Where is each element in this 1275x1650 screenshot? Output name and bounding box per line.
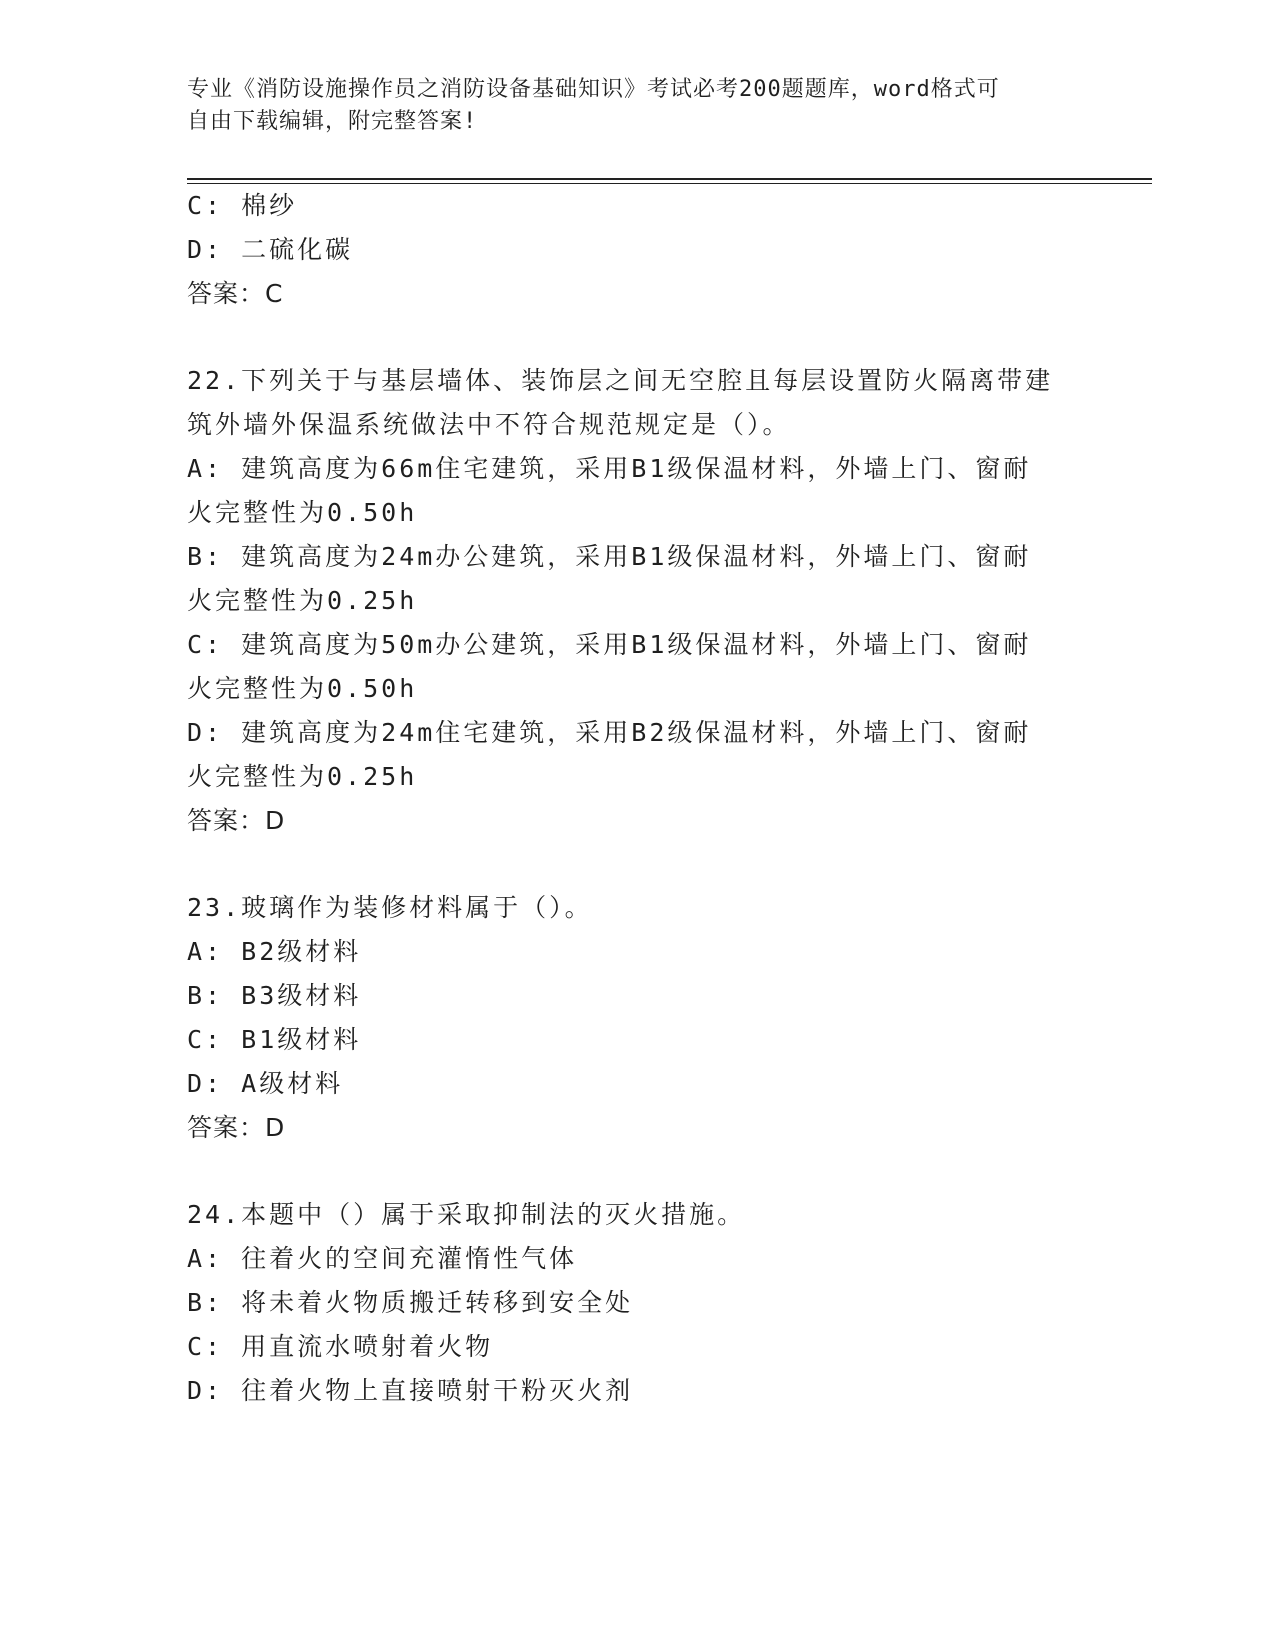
q24-option-a: A: 往着火的空间充灌惰性气体 [187, 1244, 578, 1273]
header-rule-thin [187, 183, 1152, 184]
header-line-2: 自由下载编辑，附完整答案! [187, 109, 478, 134]
q23-stem: 23.玻璃作为装修材料属于（）。 [187, 893, 593, 922]
q21-answer: 答案：C [187, 279, 284, 308]
q22-answer: 答案：D [187, 806, 286, 835]
q22-option-a-line-2: 火完整性为0.50h [187, 498, 418, 527]
q23-option-a: A: B2级材料 [187, 937, 362, 966]
q22-stem-line-2: 筑外墙外保温系统做法中不符合规范规定是（）。 [187, 410, 791, 439]
q21-option-c: C: 棉纱 [187, 191, 298, 220]
q22-option-d-line-1: D: 建筑高度为24m住宅建筑，采用B2级保温材料，外墙上门、窗耐 [187, 718, 1032, 747]
q24-option-d: D: 往着火物上直接喷射干粉灭火剂 [187, 1376, 634, 1405]
q22-option-a-line-1: A: 建筑高度为66m住宅建筑，采用B1级保温材料，外墙上门、窗耐 [187, 454, 1032, 483]
q23-answer: 答案：D [187, 1113, 286, 1142]
q22-option-c-line-1: C: 建筑高度为50m办公建筑，采用B1级保温材料，外墙上门、窗耐 [187, 630, 1032, 659]
q22-stem-line-1: 22.下列关于与基层墙体、装饰层之间无空腔且每层设置防火隔离带建 [187, 366, 1054, 395]
q24-stem: 24.本题中（）属于采取抑制法的灭火措施。 [187, 1200, 746, 1229]
header-rule-thick [187, 178, 1152, 180]
q24-option-c: C: 用直流水喷射着火物 [187, 1332, 494, 1361]
page-header [187, 74, 1067, 138]
q24-option-b: B: 将未着火物质搬迁转移到安全处 [187, 1288, 634, 1317]
header-line-1: 专业《消防设施操作员之消防设备基础知识》考试必考200题题库，word格式可 [187, 77, 1000, 102]
q22-option-b-line-2: 火完整性为0.25h [187, 586, 418, 615]
q23-option-c: C: B1级材料 [187, 1025, 362, 1054]
q22-option-d-line-2: 火完整性为0.25h [187, 762, 418, 791]
q22-option-c-line-2: 火完整性为0.50h [187, 674, 418, 703]
q23-option-b: B: B3级材料 [187, 981, 362, 1010]
q21-option-d: D: 二硫化碳 [187, 235, 354, 264]
q22-option-b-line-1: B: 建筑高度为24m办公建筑，采用B1级保温材料，外墙上门、窗耐 [187, 542, 1032, 571]
q23-option-d: D: A级材料 [187, 1069, 344, 1098]
